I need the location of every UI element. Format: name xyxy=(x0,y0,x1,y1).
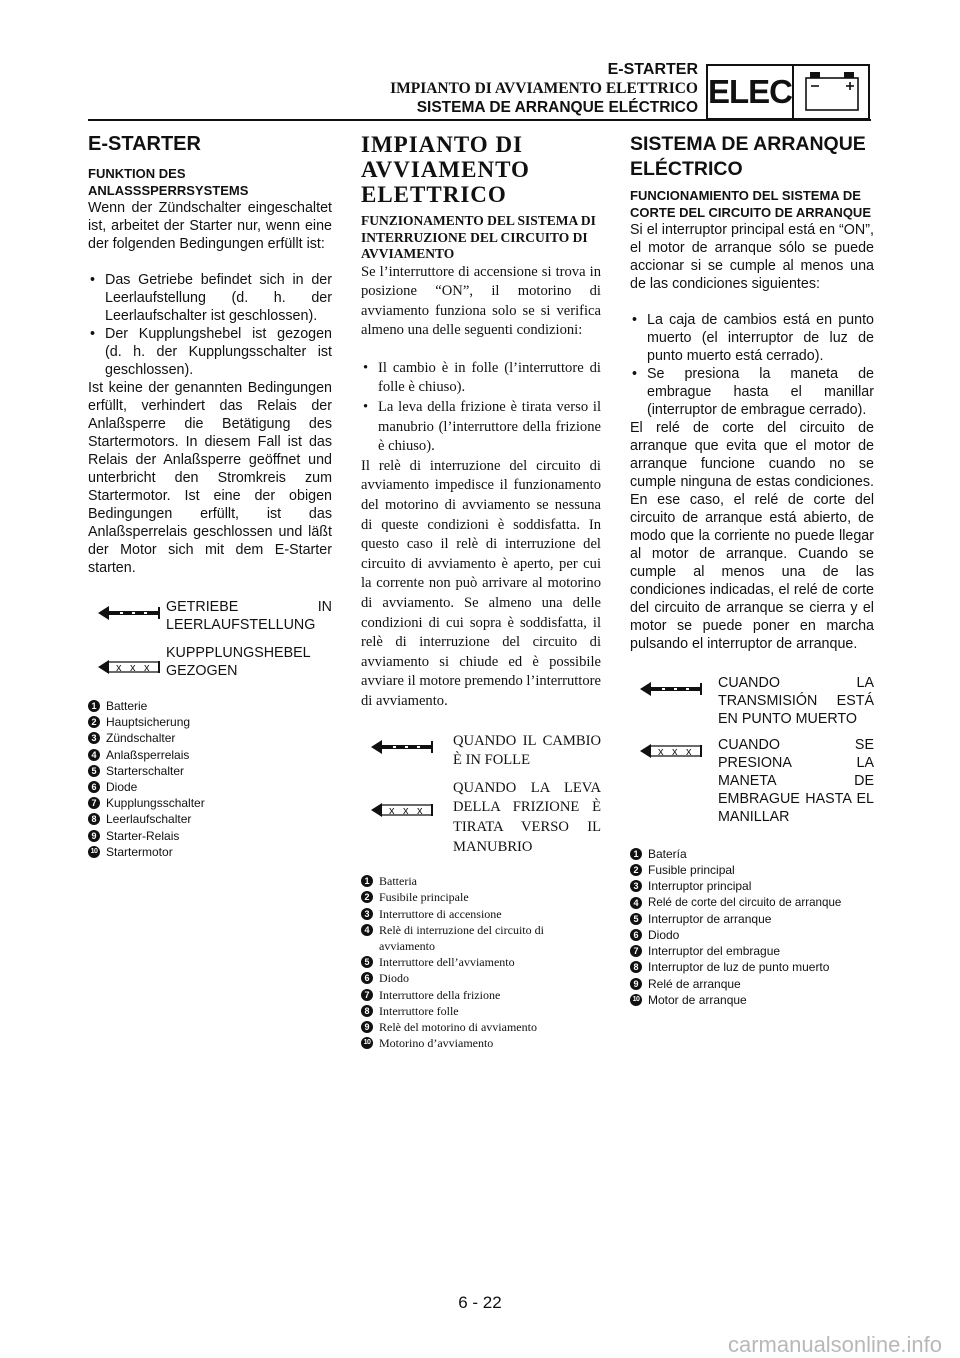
legend-item-clutch xyxy=(88,644,332,680)
legend-item-neutral xyxy=(630,674,874,728)
list-item: 4 Anlaßsperrelais xyxy=(88,747,332,763)
list-item: 8 Leerlaufschalter xyxy=(88,811,332,827)
page-number: 6 - 22 xyxy=(458,1293,502,1312)
body-paragraph: El relé de corte del circuito de arranque que evita que el motor de arranque funcione cuando no se cumple ninguna de estas condiciones. En ese caso, el relé de corte del circuito de arranque está abierto, de modo que la corriente no puede llegar al motor de arranque. Cuando se cumple al menos una de las condiciones indicadas, el relé de corte del circuito de arranque se cierra y el motor se puede poner en marcha pulsando el interruptor de arranque. xyxy=(630,420,874,652)
list-item: 10 Startermotor xyxy=(88,844,332,860)
list-item: 2 Fusible principal xyxy=(630,862,874,878)
neutral-arrow-icon xyxy=(88,602,166,622)
section-tag: ELEC xyxy=(708,66,794,118)
list-item: 6 Diodo xyxy=(630,927,874,943)
condition-list xyxy=(361,359,601,457)
header-line-de: E-STARTER xyxy=(607,61,698,78)
legend-item-clutch xyxy=(361,779,601,857)
list-item: 7 Kupplungsschalter xyxy=(88,795,332,811)
legend-item-clutch xyxy=(630,736,874,826)
parts-list xyxy=(88,698,332,860)
header-line-it: IMPIANTO DI AVVIAMENTO ELETTRICO xyxy=(390,80,698,97)
neutral-arrow-icon xyxy=(630,678,718,698)
section-subtitle: FUNZIONAMENTO DEL SISTEMA DI INTERRUZIONE DEL CIRCUITO DI AVVIAMENTO xyxy=(361,213,596,261)
parts-list xyxy=(630,846,874,1008)
header-line-es: SISTEMA DE ARRANQUE ELÉCTRICO xyxy=(416,99,698,116)
list-item: 4 Relé de corte del circuito de arranque xyxy=(630,895,874,911)
intro-paragraph: Se l’interruttore di accensione si trova in posizione “ON”, il motorino di avviamento funziona solo se si verifica almeno una delle seguenti condizioni: xyxy=(361,263,601,339)
list-item: 4 Relè di interruzione del circuito di avviamento xyxy=(361,922,601,954)
neutral-arrow-icon xyxy=(361,736,453,756)
legend-item-neutral xyxy=(361,732,601,771)
list-item: • Der Kupplungshebel ist gezogen (d. h. der Kupplungsschalter ist geschlossen). xyxy=(88,325,332,379)
legend-item-neutral xyxy=(88,598,332,634)
list-item: • Das Getriebe befindet sich in der Leerlaufstellung (d. h. der Leerlaufschalter ist geschlossen). xyxy=(88,271,332,325)
svg-text:x: x xyxy=(686,746,692,758)
list-item: 8 Interruttore folle xyxy=(361,1003,601,1019)
svg-text:x: x xyxy=(658,746,664,758)
legend xyxy=(361,732,601,858)
svg-text:x: x xyxy=(130,662,136,674)
section-title: IMPIANTO DI AVVIAMENTO ELETTRICO xyxy=(361,132,530,207)
list-item: 1 Batterie xyxy=(88,698,332,714)
column-german xyxy=(88,132,332,860)
condition-list xyxy=(88,271,332,379)
list-item: 2 Hauptsicherung xyxy=(88,714,332,730)
list-item: 1 Batteria xyxy=(361,873,601,889)
section-title: SISTEMA DE ARRANQUE ELÉCTRICO xyxy=(630,133,866,180)
svg-text:x: x xyxy=(417,804,423,817)
parts-list xyxy=(361,873,601,1051)
list-item: 10 Motor de arranque xyxy=(630,992,874,1008)
body-paragraph: Ist keine der genannten Bedingungen erfüllt, verhindert das Relais der Anlaßsperre die Betätigung des Startermotors. In diesem Fall ist das Relais der Anlaßsperre geöffnet und unterbricht den Stromkreis zum Startermotor. Ist eine der obigen Bedingungen erfüllt, ist das Anlaßsperrelais geschlossen und läßt der Motor sich mit dem E-Starter starten. xyxy=(88,380,332,576)
intro-paragraph: Wenn der Zündschalter eingeschaltet ist, arbeitet der Starter nur, wenn eine der folgenden Bedingungen erfüllt ist: xyxy=(88,200,332,252)
list-item: 5 Starterschalter xyxy=(88,763,332,779)
svg-text:x: x xyxy=(389,804,395,817)
list-item: 3 Interruptor principal xyxy=(630,878,874,894)
legend xyxy=(88,598,332,680)
svg-text:x: x xyxy=(672,746,678,758)
clutch-arrow-icon xyxy=(361,799,453,819)
list-item: • Il cambio è in folle (l’interruttore di folle è chiuso). xyxy=(361,359,601,398)
condition-list xyxy=(630,311,874,419)
intro-paragraph: Si el interruptor principal está en “ON”, el motor de arranque sólo se puede accionar si se cumple al menos una de las condiciones siguientes: xyxy=(630,222,874,292)
list-item: • La caja de cambios está en punto muerto (el interruptor de luz de punto muerto está cerrado). xyxy=(630,311,874,365)
list-item: 5 Interruptor de arranque xyxy=(630,911,874,927)
list-item: • Se presiona la maneta de embrague hasta el manillar (interruptor de embrague cerrado). xyxy=(630,365,874,419)
list-item: 7 Interruptor del embrague xyxy=(630,943,874,959)
column-spanish xyxy=(630,132,874,1008)
running-header xyxy=(390,60,698,117)
svg-text:x: x xyxy=(403,804,409,817)
list-item: 10 Motorino d’avviamento xyxy=(361,1035,601,1051)
svg-text:x: x xyxy=(144,662,150,674)
list-item: 2 Fusibile principale xyxy=(361,889,601,905)
list-item: • La leva della frizione è tirata verso il manubrio (l’interruttore della frizione è chiuso). xyxy=(361,398,601,457)
legend-label: QUANDO IL CAMBIO È IN FOLLE xyxy=(453,732,601,769)
list-item: 9 Relè del motorino di avviamento xyxy=(361,1019,601,1035)
legend-label: KUPPPLUNGSHEBEL GEZOGEN xyxy=(166,645,311,679)
list-item: 9 Relé de arranque xyxy=(630,976,874,992)
section-tag-box xyxy=(706,64,870,120)
legend-label: CUANDO SE PRESIONA LA MANETA DE EMBRAGUE HASTA EL MANILLAR xyxy=(718,737,874,825)
clutch-arrow-icon xyxy=(630,740,718,760)
list-item: 7 Interruttore della frizione xyxy=(361,987,601,1003)
list-item: 3 Zündschalter xyxy=(88,730,332,746)
list-item: 9 Starter-Relais xyxy=(88,828,332,844)
clutch-arrow-icon xyxy=(88,656,166,676)
svg-text:x: x xyxy=(116,662,122,674)
legend-label: GETRIEBE IN LEERLAUFSTELLUNG xyxy=(166,599,332,633)
battery-icon xyxy=(794,66,869,118)
list-item: 8 Interruptor de luz de punto muerto xyxy=(630,959,874,975)
list-item: 6 Diodo xyxy=(361,970,601,986)
section-subtitle: FUNCIONAMIENTO DEL SISTEMA DE CORTE DEL CIRCUITO DE ARRANQUE xyxy=(630,188,871,220)
section-title: E-STARTER xyxy=(88,133,201,155)
list-item: 6 Diode xyxy=(88,779,332,795)
legend xyxy=(630,674,874,826)
watermark: carmanualsonline.info xyxy=(727,1332,942,1357)
body-paragraph: Il relè di interruzione del circuito di avviamento impedisce il funzionamento del motorino di avviamento se nessuna di queste condizioni è soddisfatta. In questo caso il relè di interruzione del circuito di avviamento è aperto, per cui la corrente non può arrivare al motorino di avviamento. Se almeno una delle condizioni di cui sopra è soddisfatta, il relè di interruzione del circuito di avviamento si chiude ed è possibile avviare il motore premendo l’interruttore di avviamento. xyxy=(361,457,601,709)
list-item: 3 Interruttore di accensione xyxy=(361,906,601,922)
section-subtitle: FUNKTION DES ANLASSSPERRSYSTEMS xyxy=(88,166,249,198)
legend-label: QUANDO LA LEVA DELLA FRIZIONE È TIRATA VERSO IL MANUBRIO xyxy=(453,779,601,855)
list-item: 1 Batería xyxy=(630,846,874,862)
list-item: 5 Interruttore dell’avviamento xyxy=(361,954,601,970)
column-italian xyxy=(361,132,601,1051)
legend-label: CUANDO LA TRANSMISIÓN ESTÁ EN PUNTO MUERTO xyxy=(718,675,874,727)
